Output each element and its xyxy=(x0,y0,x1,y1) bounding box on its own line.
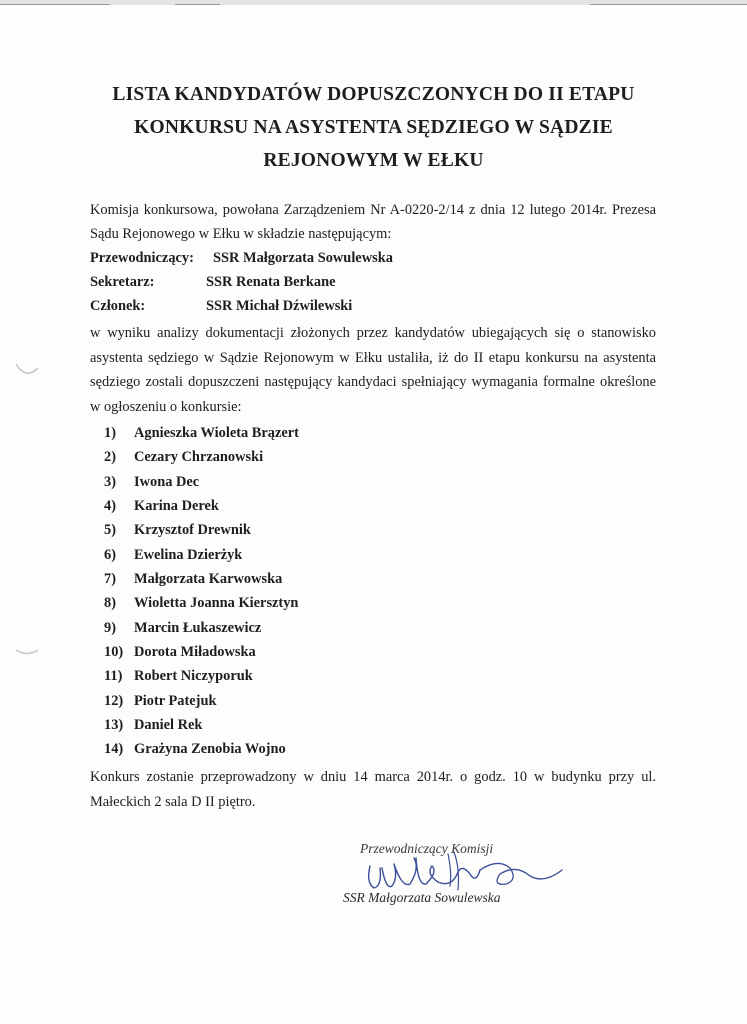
signatory-name: SSR Małgorzata Sowulewska xyxy=(343,890,501,905)
candidate-name: Cezary Chrzanowski xyxy=(134,449,264,466)
candidate-name: Piotr Patejuk xyxy=(134,692,217,709)
list-item xyxy=(104,664,299,688)
list-item xyxy=(104,543,299,567)
title-line-3: REJONOWYM W EŁKU xyxy=(263,150,484,171)
intro-paragraph xyxy=(90,199,656,246)
list-number: 9) xyxy=(104,619,116,636)
committee-member-name: SSR Renata Berkane xyxy=(206,274,336,290)
list-number: 14) xyxy=(104,741,124,758)
findings-line-3: sędziego zostali dopuszczeni następujący kandydaci spełniający wymagania formalne określone xyxy=(90,374,656,391)
list-item xyxy=(104,640,299,664)
committee-chair xyxy=(90,250,393,267)
list-item xyxy=(104,737,299,761)
candidate-list xyxy=(104,421,299,762)
candidate-name: Iwona Dec xyxy=(134,473,200,490)
findings-line-2: asystenta sędziego w Sądzie Rejonowym w Ełku ustaliła, iż do II etapu konkursu na asystenta xyxy=(90,349,656,366)
list-item xyxy=(104,421,299,445)
signature-label: Przewodniczący Komisji xyxy=(360,841,494,856)
list-number: 4) xyxy=(104,498,116,515)
list-item xyxy=(104,591,299,615)
list-number: 3) xyxy=(104,473,116,490)
candidate-name: Małgorzata Karwowska xyxy=(134,571,283,588)
intro-line-2: Sądu Rejonowego w Ełku w składzie następującym: xyxy=(90,225,392,242)
closing-line-2: Małeckich 2 sala D II piętro. xyxy=(90,794,256,810)
list-item xyxy=(104,494,299,518)
list-number: 7) xyxy=(104,571,116,588)
title-line-1: LISTA KANDYDATÓW DOPUSZCZONYCH DO II ETAPU xyxy=(112,84,635,105)
committee-member-name: SSR Michał Dźwilewski xyxy=(206,298,353,314)
scan-line-right xyxy=(590,4,747,5)
candidate-name: Daniel Rek xyxy=(134,717,203,734)
candidate-name: Robert Niczyporuk xyxy=(134,668,253,685)
title-line-2: KONKURSU NA ASYSTENTA SĘDZIEGO W SĄDZIE xyxy=(134,117,613,138)
candidate-name: Dorota Miładowska xyxy=(134,644,256,661)
candidate-name: Marcin Łukaszewicz xyxy=(134,619,262,636)
list-item xyxy=(104,470,299,494)
findings-line-4: w ogłoszeniu o konkursie: xyxy=(90,399,242,416)
list-number: 8) xyxy=(104,595,116,612)
list-item xyxy=(104,713,299,737)
intro-line-1: Komisja konkursowa, powołana Zarządzeniem Nr A-0220-2/14 z dnia 12 lutego 2014r. Prezesa xyxy=(90,202,656,218)
list-number: 10) xyxy=(104,644,124,661)
committee-member-name: SSR Małgorzata Sowulewska xyxy=(213,250,393,266)
list-number: 1) xyxy=(104,425,116,441)
candidate-name: Wioletta Joanna Kiersztyn xyxy=(134,595,299,612)
list-number: 13) xyxy=(104,717,124,734)
findings-paragraph xyxy=(90,321,656,420)
candidate-name: Karina Derek xyxy=(134,498,219,515)
committee-role: Członek: xyxy=(90,298,146,314)
closing-line-1: Konkurs zostanie przeprowadzony w dniu 14 marca 2014r. o godz. 10 w budynku przy ul. xyxy=(90,769,656,785)
list-item xyxy=(104,689,299,713)
committee-role: Przewodniczący: xyxy=(90,250,194,266)
list-item xyxy=(104,518,299,542)
list-item xyxy=(104,445,299,469)
scan-line-mid xyxy=(175,4,220,5)
committee-secretary xyxy=(90,274,336,291)
list-item xyxy=(104,567,299,591)
committee-role: Sekretarz: xyxy=(90,274,155,290)
document-title xyxy=(60,78,687,177)
candidate-name: Agnieszka Wioleta Brązert xyxy=(134,425,299,441)
list-number: 5) xyxy=(104,522,116,539)
scan-line-left xyxy=(0,4,110,5)
candidate-name: Grażyna Zenobia Wojno xyxy=(134,741,286,758)
list-number: 11) xyxy=(104,668,123,685)
list-number: 6) xyxy=(104,546,116,563)
list-number: 12) xyxy=(104,692,124,709)
closing-paragraph xyxy=(90,765,656,815)
hole-punch-mark-upper xyxy=(14,360,40,380)
candidate-name: Ewelina Dzierżyk xyxy=(134,546,243,563)
findings-line-1: w wyniku analizy dokumentacji złożonych przez kandydatów ubiegających się o stanowisko xyxy=(90,325,656,341)
candidate-name: Krzysztof Drewnik xyxy=(134,522,251,539)
hole-punch-mark-lower xyxy=(14,644,40,660)
committee-member xyxy=(90,298,353,315)
list-item xyxy=(104,616,299,640)
list-number: 2) xyxy=(104,449,116,466)
